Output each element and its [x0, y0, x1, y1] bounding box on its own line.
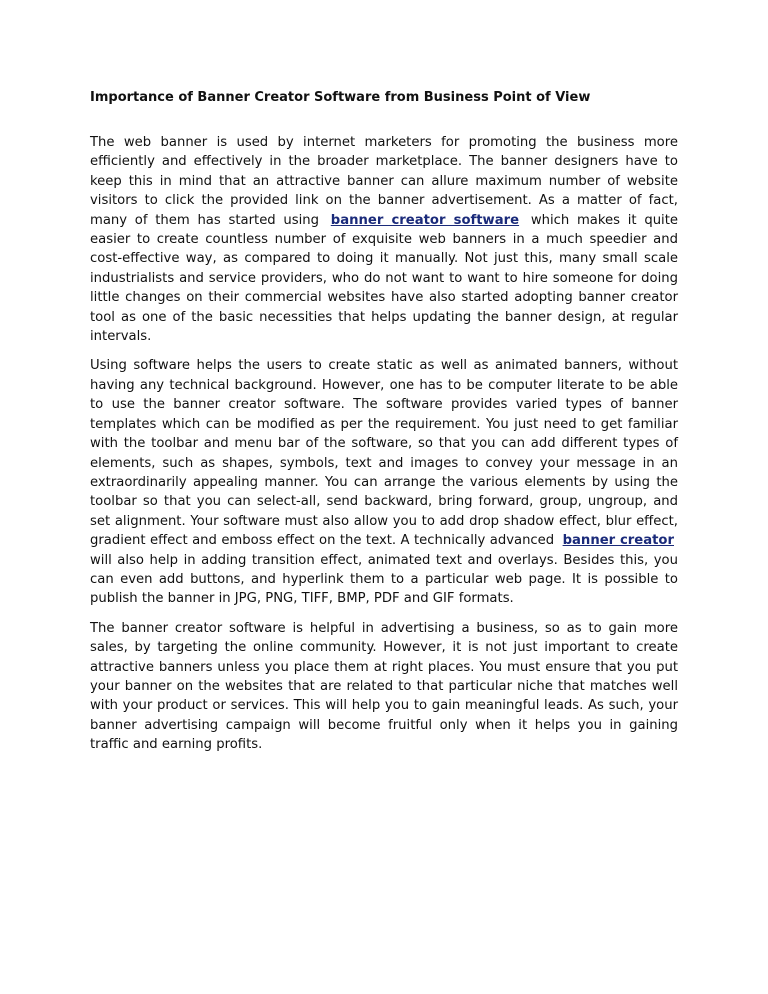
banner-creator-software-link[interactable]: banner creator software — [330, 212, 520, 228]
paragraph-2-text-after: will also help in adding transition effect, animated text and overlays. Besides this, you can even add buttons, and hyperlink them to a particular web page. It is possible to publish the banner in JPG, PNG, TIFF, BMP, PDF and GIF formats. — [90, 552, 678, 607]
paragraph-2 — [90, 356, 678, 608]
paragraph-1-text-before: The web banner is used by internet marketers for promoting the business more efficiently and effectively in the broader marketplace. The banner designers have to keep this in mind that an attractive banner can allure maximum number of website visitors to click the provided link on the banner advertisement. As a matter of fact, many of them has started using — [90, 135, 678, 228]
document-page — [90, 88, 678, 765]
paragraph-2-text-before: Using software helps the users to create static as well as animated banners, without having any technical background. However, one has to be computer literate to be able to use the banner creator software. The software provides varied types of banner templates which can be modified as per the requirement. You just need to get familiar with the toolbar and menu bar of the software, so that you can add different types of elements, such as shapes, symbols, text and images to convey your message in an extraordinarily appealing manner. You can arrange the various elements by using the toolbar so that you can select-all, send backward, bring forward, group, ungroup, and set alignment. Your software must also allow you to add drop shadow effect, blur effect, gradient effect and emboss effect on the text. A technically advanced — [90, 358, 678, 549]
document-title: Importance of Banner Creator Software from Business Point of View — [90, 90, 591, 105]
paragraph-1 — [90, 133, 678, 346]
paragraph-1-text-after: which makes it quite easier to create countless number of exquisite web banners in a much speedier and cost-effective way, as compared to doing it manually. Not just this, many small scale industrialists and service providers, who do not want to want to hire someone for doing little changes on their commercial websites have also started adopting banner creator tool as one of the basic necessities that helps updating the banner design, at regular intervals. — [90, 212, 678, 345]
banner-creator-link[interactable]: banner creator — [562, 533, 674, 549]
paragraph-3: The banner creator software is helpful in advertising a business, so as to gain more sales, by targeting the online community. However, it is not just important to create attractive banners unless you place them at right places. You must ensure that you put your banner on the websites that are related to that particular niche that matches well with your product or services. This will help you to gain meaningful leads. As such, your banner advertising campaign will become fruitful only when it helps you in gaining traffic and earning profits. — [90, 620, 678, 753]
